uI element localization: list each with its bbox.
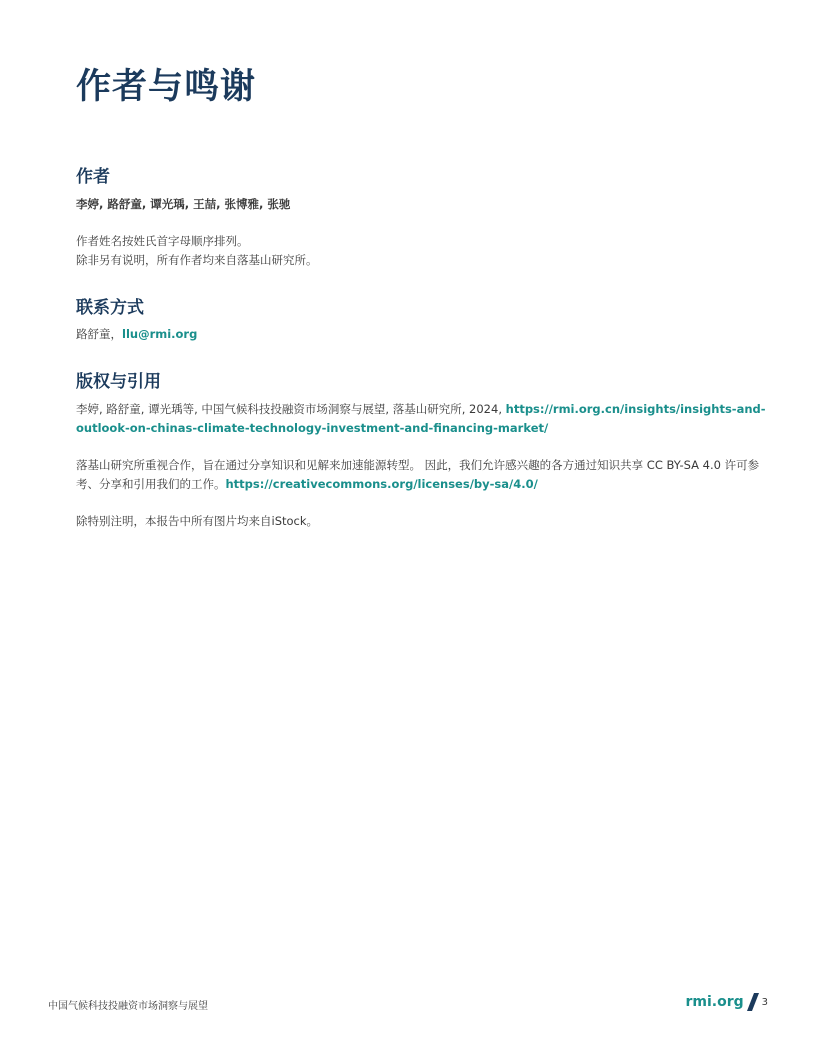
citation-block <box>76 400 766 438</box>
author-names: 李婷, 路舒童, 谭光瑀, 王喆, 张博雅, 张驰 <box>76 197 291 211</box>
authors-heading: 作者 <box>76 167 110 187</box>
contact-name: 路舒童， <box>76 327 122 341</box>
rmi-logo: rmi.org <box>685 994 744 1010</box>
contact-email-link[interactable]: llu@rmi.org <box>122 327 198 341</box>
citation-text: 李婷, 路舒童, 谭光瑀等, 中国气候科技投融资市场洞察与展望, 落基山研究所, 2024, <box>76 402 506 416</box>
license-link[interactable]: https://creativecommons.org/licenses/by-sa/4.0/ <box>225 477 538 491</box>
image-credit-note: 除特别注明，本报告中所有图片均来自iStock。 <box>76 514 319 528</box>
license-block <box>76 456 766 494</box>
slash-icon <box>747 993 759 1011</box>
contact-block <box>76 325 766 344</box>
page-number: 3 <box>761 996 768 1008</box>
authors-block <box>76 195 766 214</box>
image-note-block <box>76 512 766 531</box>
footer-report-title: 中国气候科技投融资市场洞察与展望 <box>48 1001 208 1012</box>
citation-link[interactable]: https://rmi.org.cn/insights/insights-and-outlook-on-chinas-climate-technology-investment-and-financing-market/ <box>76 402 766 435</box>
author-affiliation-note: 除非另有说明，所有作者均来自落基山研究所。 <box>76 253 318 267</box>
copyright-heading: 版权与引用 <box>76 372 161 392</box>
contact-heading: 联系方式 <box>76 298 144 318</box>
page-title: 作者与鸣谢 <box>76 67 257 107</box>
authors-note-block <box>76 232 766 270</box>
author-order-note: 作者姓名按姓氏首字母顺序排列。 <box>76 234 249 248</box>
footer-branding <box>685 993 768 1011</box>
license-text: 落基山研究所重视合作，旨在通过分享知识和见解来加速能源转型。 因此，我们允许感兴趣的各方通过知识共享 CC BY-SA 4.0 许可参考、分享和引用我们的工作。 <box>76 458 760 491</box>
